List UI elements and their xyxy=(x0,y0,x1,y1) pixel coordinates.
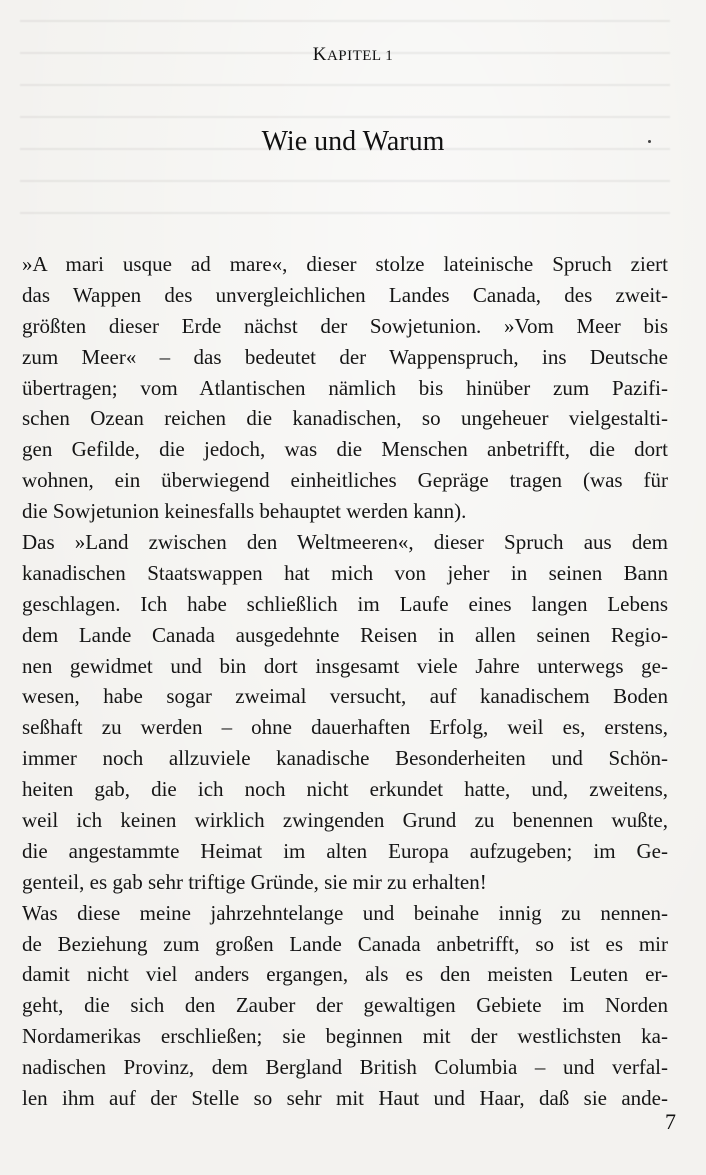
text-line-11: kanadischen Staatswappen hat mich von jeher in seinen Bann xyxy=(22,560,668,585)
text-line-14: nen gewidmet und bin dort insgesamt viele Jahre unterwegs ge- xyxy=(22,653,668,678)
text-line-17: immer noch allzuviele kanadische Besonderheiten und Schön- xyxy=(22,746,668,771)
chapter-heading-initial: K xyxy=(312,44,327,65)
text-line-5: übertragen; vom Atlantischen nämlich bis hinüber zum Pazifi- xyxy=(22,375,668,400)
text-line-20: die angestammte Heimat im alten Europa aufzugeben; im Ge- xyxy=(22,838,668,863)
page-number: 7 xyxy=(665,1109,676,1134)
chapter-heading xyxy=(0,44,706,66)
text-line-1: »A mari usque ad mare«, dieser stolze lateinische Spruch ziert xyxy=(22,252,668,276)
text-line-25: geht, die sich den Zauber der gewaltigen Gebiete im Norden xyxy=(22,993,668,1018)
text-line-22: Was diese meine jahrzehntelange und beinahe innig zu nennen- xyxy=(22,900,668,925)
text-line-12: geschlagen. Ich habe schließlich im Laufe eines langen Lebens xyxy=(22,591,668,616)
text-line-28: len ihm auf der Stelle so sehr mit Haut und Haar, daß sie ande- xyxy=(22,1086,668,1111)
text-line-13: dem Lande Canada ausgedehnte Reisen in allen seinen Regio- xyxy=(22,622,668,647)
body-text xyxy=(22,249,668,1114)
text-line-15: wesen, habe sogar zweimal versucht, auf kanadischem Boden xyxy=(22,684,668,709)
show-through-text xyxy=(20,0,670,240)
text-line-10: Das »Land zwischen den Weltmeeren«, dieser Spruch aus dem xyxy=(22,530,668,555)
text-line-8: wohnen, ein überwiegend einheitliches Gepräge tragen (was für xyxy=(22,468,668,493)
text-line-9: die Sowjetunion keinesfalls behauptet werden kann). xyxy=(22,499,467,524)
text-line-23: de Beziehung zum großen Lande Canada anbetrifft, so ist es mir xyxy=(22,931,668,956)
text-line-24: damit nicht viel anders ergangen, als es den meisten Leuten er- xyxy=(22,962,668,987)
text-line-26: Nordamerikas erschließen; sie beginnen mit der westlichsten ka- xyxy=(22,1024,668,1049)
text-line-18: heiten gab, die ich noch nicht erkundet hatte, und, zweitens, xyxy=(22,777,668,802)
text-line-16: seßhaft zu werden – ohne dauerhaften Erfolg, weil es, erstens, xyxy=(22,715,668,740)
chapter-heading-rest: APITEL 1 xyxy=(326,48,394,64)
ink-speck xyxy=(648,140,651,143)
text-line-21: genteil, es gab sehr triftige Gründe, sie mir zu erhalten! xyxy=(22,869,487,894)
text-line-6: schen Ozean reichen die kanadischen, so ungeheuer vielgestalti- xyxy=(22,406,668,431)
text-line-19: weil ich keinen wirklich zwingenden Grund zu benennen wußte, xyxy=(22,808,668,833)
text-line-4: zum Meer« – das bedeutet der Wappenspruch, ins Deutsche xyxy=(22,344,668,369)
text-line-3: größten dieser Erde nächst der Sowjetunion. »Vom Meer bis xyxy=(22,313,668,338)
text-line-27: nadischen Provinz, dem Bergland British Columbia – und verfal- xyxy=(22,1055,668,1080)
chapter-title: Wie und Warum xyxy=(261,126,445,157)
text-line-2: das Wappen des unvergleichlichen Landes Canada, des zweit- xyxy=(22,282,668,307)
text-line-7: gen Gefilde, die jedoch, was die Menschen anbetrifft, die dort xyxy=(22,437,668,462)
